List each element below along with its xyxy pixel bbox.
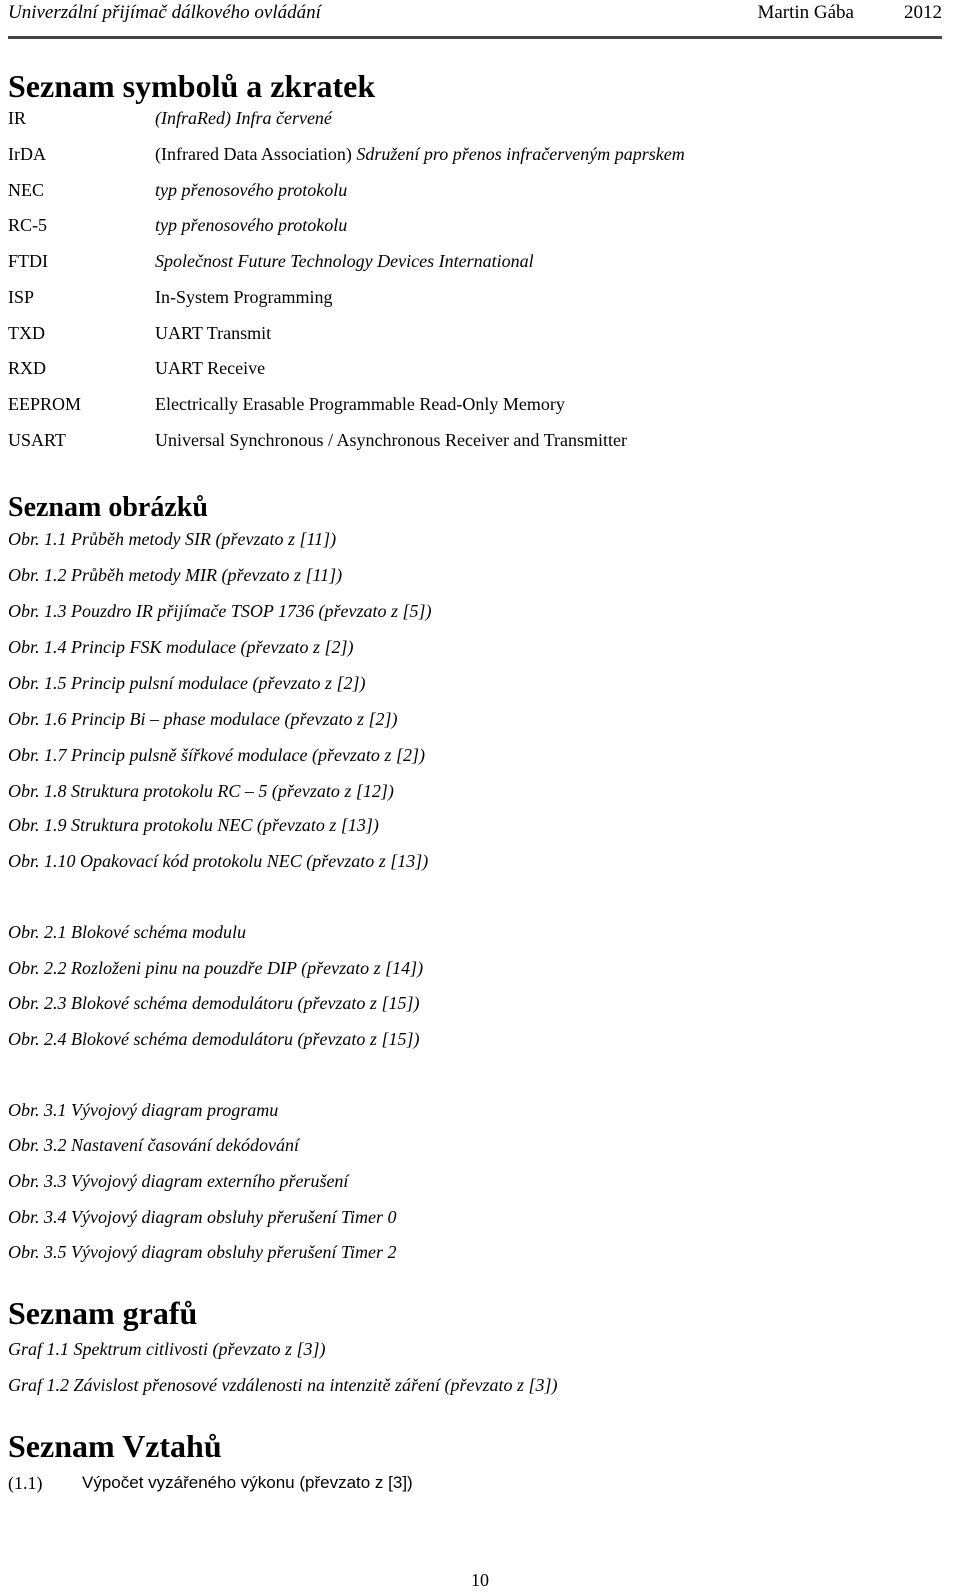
figure-item: Obr. 2.4 Blokové schéma demodulátoru (převzato z [15]): [8, 1029, 420, 1049]
figure-item: Obr. 3.3 Vývojový diagram externího přerušení: [8, 1171, 349, 1191]
figures-heading: Seznam obrázků: [8, 492, 208, 523]
symbol-desc: Electrically Erasable Programmable Read-Only Memory: [155, 394, 565, 414]
figure-item: Obr. 1.7 Princip pulsně šířkové modulace (převzato z [2]): [8, 745, 425, 765]
symbol-desc: UART Transmit: [155, 323, 272, 343]
graph-item: Graf 1.1 Spektrum citlivosti (převzato z [3]): [8, 1339, 326, 1359]
symbol-abbr: USART: [8, 430, 66, 450]
figure-item: Obr. 1.3 Pouzdro IR přijímače TSOP 1736 (převzato z [5]): [8, 601, 432, 621]
figure-item: Obr. 2.1 Blokové schéma modulu: [8, 922, 246, 942]
figure-item: Obr. 1.2 Průběh metody MIR (převzato z [11]): [8, 565, 343, 585]
symbol-abbr: TXD: [8, 323, 45, 343]
symbol-desc: typ přenosového protokolu: [155, 180, 348, 200]
figure-item: Obr. 3.4 Vývojový diagram obsluhy přerušení Timer 0: [8, 1207, 397, 1227]
figure-item: Obr. 1.4 Princip FSK modulace (převzato z [2]): [8, 637, 354, 657]
symbol-abbr: IR: [8, 108, 26, 128]
figure-item: Obr. 3.5 Vývojový diagram obsluhy přerušení Timer 2: [8, 1242, 397, 1262]
symbol-abbr: EEPROM: [8, 394, 82, 414]
document-title: Univerzální přijímač dálkového ovládání: [8, 2, 321, 23]
symbol-abbr: ISP: [8, 287, 35, 307]
graphs-heading: Seznam grafů: [8, 1295, 198, 1331]
figure-item: Obr. 1.8 Struktura protokolu RC – 5 (převzato z [12]): [8, 781, 394, 801]
figure-item: Obr. 2.3 Blokové schéma demodulátoru (převzato z [15]): [8, 993, 420, 1013]
symbol-desc: [155, 143, 685, 165]
figure-item: Obr. 1.10 Opakovací kód protokolu NEC (převzato z [13]): [8, 851, 429, 871]
symbol-desc-part: Sdružení pro přenos infračerveným paprskem: [351, 144, 685, 164]
year: 2012: [904, 2, 942, 23]
symbol-abbr: RC-5: [8, 215, 48, 235]
symbol-desc: (InfraRed) Infra červené: [155, 108, 332, 128]
symbol-abbr: RXD: [8, 358, 47, 378]
figure-item: Obr. 3.1 Vývojový diagram programu: [8, 1100, 279, 1120]
symbol-abbr: FTDI: [8, 251, 48, 271]
symbol-desc-part: (Infrared Data Association): [155, 144, 352, 164]
equation-number: (1.1): [8, 1473, 43, 1493]
page-header: [8, 0, 942, 39]
author-name: Martin Gába: [757, 2, 854, 23]
equations-heading: Seznam Vztahů: [8, 1428, 222, 1464]
figure-item: Obr. 3.2 Nastavení časování dekódování: [8, 1135, 299, 1155]
symbol-desc: typ přenosového protokolu: [155, 215, 348, 235]
symbol-desc: UART Receive: [155, 358, 266, 378]
figure-item: Obr. 1.9 Struktura protokolu NEC (převzato z [13]): [8, 815, 379, 835]
symbol-desc: In-System Programming: [155, 287, 333, 307]
symbol-desc: Společnost Future Technology Devices International: [155, 251, 534, 271]
figure-item: Obr. 1.6 Princip Bi – phase modulace (převzato z [2]): [8, 709, 398, 729]
figure-item: Obr. 2.2 Rozloženi pinu na pouzdře DIP (převzato z [14]): [8, 958, 424, 978]
graph-item: Graf 1.2 Závislost přenosové vzdálenosti na intenzitě záření (převzato z [3]): [8, 1375, 558, 1395]
symbols-heading: Seznam symbolů a zkratek: [8, 68, 376, 104]
figure-item: Obr. 1.5 Princip pulsní modulace (převzato z [2]): [8, 673, 366, 693]
symbol-abbr: IrDA: [8, 144, 46, 164]
equation-title: Výpočet vyzářeného výkonu (převzato z [3]): [82, 1473, 413, 1492]
figure-item: Obr. 1.1 Průběh metody SIR (převzato z [11]): [8, 529, 337, 549]
symbol-abbr: NEC: [8, 180, 44, 200]
page-number: 10: [471, 1570, 489, 1590]
symbol-desc: Universal Synchronous / Asynchronous Receiver and Transmitter: [155, 430, 627, 450]
